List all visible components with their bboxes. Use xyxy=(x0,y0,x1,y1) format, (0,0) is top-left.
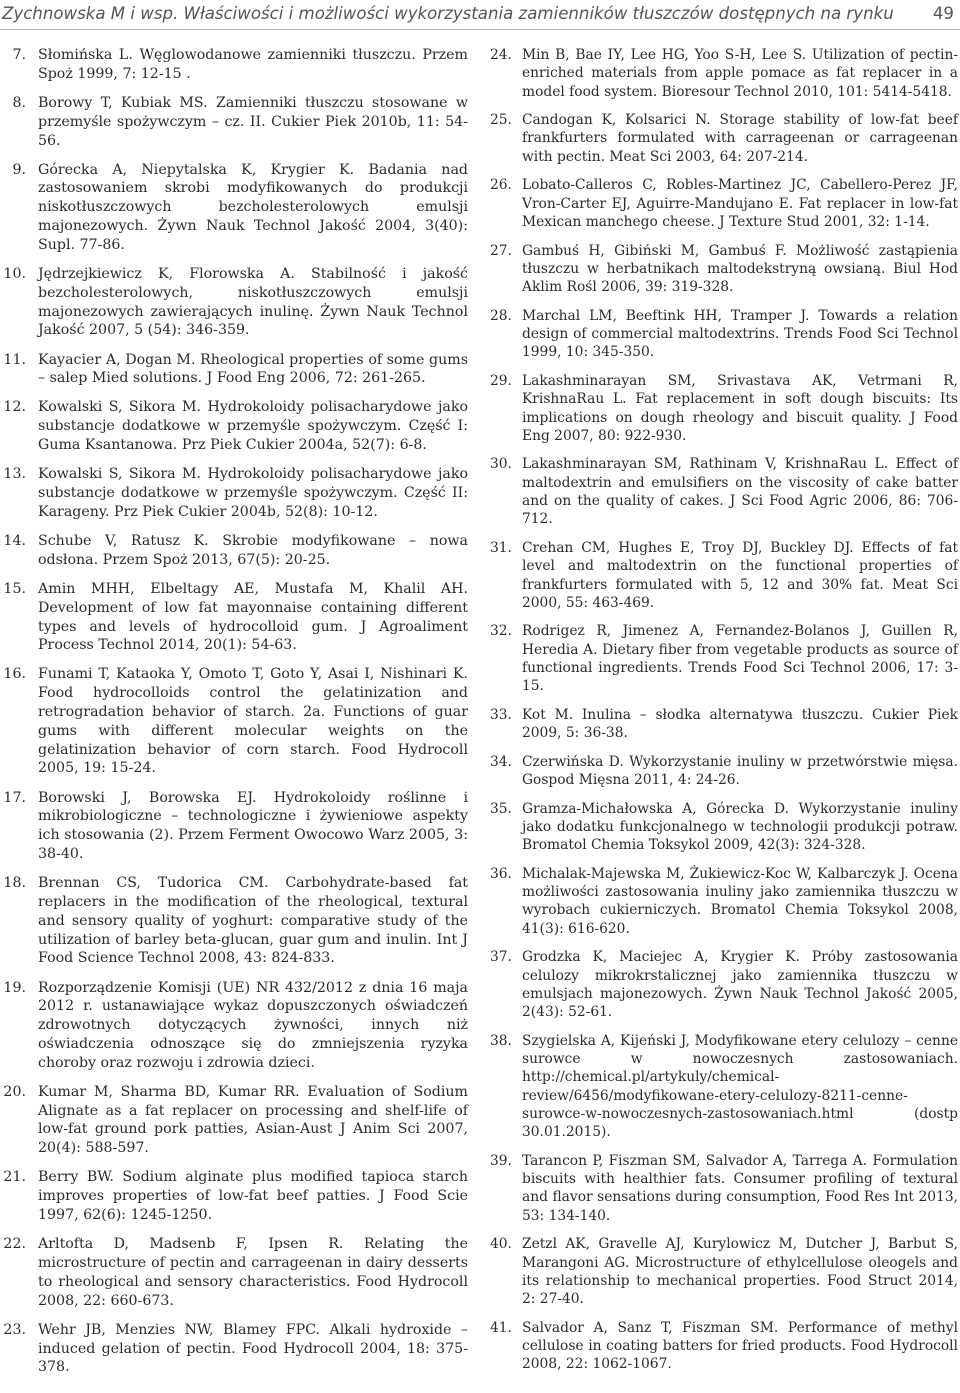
reference-number: 41. xyxy=(490,1319,512,1336)
reference-item xyxy=(490,111,958,166)
page-number: 49 xyxy=(932,4,954,23)
reference-text: Min B, Bae IY, Lee HG, Yoo S-H, Lee S. Utilization of pectin-enriched materials from apple pomace as fat replacer in a model food system. Bioresour Technol 2010, 101: 5414-5418. xyxy=(522,47,958,100)
reference-item xyxy=(3,580,468,655)
reference-item xyxy=(3,1321,468,1377)
reference-item xyxy=(490,1152,958,1225)
reference-text: Candogan K, Kolsarici N. Storage stability of low-fat beef frankfurters formulated with carrageenan or carrageenan with pectin. Meat Sci 2003, 64: 207-214. xyxy=(522,112,958,165)
reference-text: Gramza-Michałowska A, Górecka D. Wykorzystanie inuliny jako dodatku funkcjonalnego w technologii produkcji potraw. Bromatol Chemia Toksykol 2009, 42(3): 324-328. xyxy=(522,800,958,854)
reference-text: Rodrigez R, Jimenez A, Fernandez-Bolanos J, Guillen R, Heredia A. Dietary fiber from vegetable products as source of functional ingredients. Trends Food Sci Technol 2006, 17: 3-15. xyxy=(522,623,958,695)
reference-item xyxy=(3,532,468,570)
reference-item xyxy=(6,94,468,150)
reference-text: Kumar M, Sharma BD, Kumar RR. Evaluation of Sodium Alignate as a fat replacer on processing and shelf-life of low-fat ground pork patties, Asian-Aust J Anim Sci 2007, 20(4): 588-597. xyxy=(38,1083,468,1157)
reference-item xyxy=(490,539,958,612)
reference-item xyxy=(3,265,468,340)
reference-item xyxy=(490,455,958,528)
reference-number: 15. xyxy=(3,580,26,597)
reference-item xyxy=(490,242,958,297)
reference-item xyxy=(3,1083,468,1158)
reference-item xyxy=(3,398,468,454)
reference-item xyxy=(3,1168,468,1224)
header-divider xyxy=(0,29,960,30)
reference-number: 7. xyxy=(12,47,26,63)
reference-text: Salvador A, Sanz T, Fiszman SM. Performance of methyl cellulose in coating batters for fried products. Food Hydrocoll 2008, 22: 1062-1067. xyxy=(522,1319,958,1373)
reference-number: 17. xyxy=(3,789,26,806)
reference-text: Funami T, Kataoka Y, Omoto T, Goto Y, Asai I, Nishinari K. Food hydrocolloids control the gelatinization and retrogradation behavior of starch. 2a. Functions of guar gums with different molecular weights on the gelatinization behavior of corn starch. Food Hydrocoll 2005, 19: 15-24. xyxy=(38,666,468,777)
reference-item xyxy=(3,665,468,778)
references-column-left xyxy=(3,46,468,1387)
reference-number: 28. xyxy=(490,307,512,324)
reference-item xyxy=(490,176,958,231)
reference-item xyxy=(3,874,468,968)
reference-number: 14. xyxy=(3,532,26,549)
reference-number: 30. xyxy=(490,456,512,473)
reference-number: 12. xyxy=(3,399,26,416)
reference-text: Michalak-Majewska M, Żukiewicz-Koc W, Kalbarczyk J. Ocena możliwości zastosowania inuliny jako zamiennika tłuszczu w wyrobach cukierniczych. Bromatol Chemia Toksykol 2008, 41(3): 616-620. xyxy=(522,865,958,937)
reference-text: Lobato-Calleros C, Robles-Martinez JC, Cabellero-Perez JF, Vron-Carter EJ, Aguirre-Mandujano E. Fat replacer in low-fat Mexican manchego cheese. J Texture Stud 2001, 32: 1-14. xyxy=(522,177,958,230)
reference-number: 39. xyxy=(490,1152,512,1169)
reference-text: Berry BW. Sodium alginate plus modified tapioca starch improves properties of low-fat beef patties. J Food Scie 1997, 62(6): 1245-1250. xyxy=(38,1169,468,1224)
reference-item xyxy=(3,789,468,864)
reference-text: Kowalski S, Sikora M. Hydrokoloidy polisacharydowe jako substancje dodatkowe w przemyśle spożywczym. Część II: Karageny. Prz Piek Cukier 2004b, 52(8): 10-12. xyxy=(38,466,468,520)
reference-text: Crehan CM, Hughes E, Troy DJ, Buckley DJ. Effects of fat level and maltodextrin on the functional properties of frankfurters formulated with 5, 12 and 30% fat. Meat Sci 2000, 55: 463-469. xyxy=(522,539,958,611)
reference-number: 18. xyxy=(3,875,26,892)
reference-text: Czerwińska D. Wykorzystanie inuliny w przetwórstwie mięsa. Gospod Mięsna 2011, 4: 24-26. xyxy=(522,753,958,789)
reference-item xyxy=(490,46,958,101)
reference-number: 37. xyxy=(490,949,512,966)
reference-number: 40. xyxy=(490,1236,512,1253)
reference-number: 13. xyxy=(3,466,26,483)
reference-text: Zetzl AK, Gravelle AJ, Kurylowicz M, Dutcher J, Barbut S, Marangoni AG. Microstructure of ethylcellulose oleogels and its relationship to mechanical properties. Food Struct 2014, 2: 27-40. xyxy=(522,1236,958,1308)
reference-number: 33. xyxy=(490,706,512,723)
running-header-title: Zychnowska M i wsp. Właściwości i możliwości wykorzystania zamienników tłuszczów dostępnych na rynku xyxy=(2,4,894,23)
reference-text: Marchal LM, Beeftink HH, Tramper J. Towards a relation design of commercial maltodextrins. Trends Food Sci Technol 1999, 10: 345-350. xyxy=(522,307,958,361)
reference-text: Tarancon P, Fiszman SM, Salvador A, Tarrega A. Formulation biscuits with healthier fats. Consumer profiling of textural and flavor sensations during consumption, Food Res Int 2013, 53: 134-140. xyxy=(522,1152,958,1224)
reference-text: Jędrzejkiewicz K, Florowska A. Stabilność i jakość bezcholesterolowych, niskotłuszczowych emulsji majonezowych zawierających inulinę. Żywn Nauk Technol Jakość 2007, 5 (54): 346-359. xyxy=(38,266,468,339)
reference-text: Górecka A, Niepytalska K, Krygier K. Badania nad zastosowaniem skrobi modyfikowanych do produkcji niskotłuszczowych bezcholesterolowych emulsji majonezowych. Żywn Nauk Technol Jakość 2004, 3(40): Supl. 77-86. xyxy=(38,161,468,253)
reference-text: Kot M. Inulina – słodka alternatywa tłuszczu. Cukier Piek 2009, 5: 36-38. xyxy=(522,706,958,742)
reference-item xyxy=(3,979,468,1073)
reference-number: 29. xyxy=(490,372,512,389)
reference-text: Kowalski S, Sikora M. Hydrokoloidy polisacharydowe jako substancje dodatkowe w przemyśle spożywczym. Część I: Guma Ksantanowa. Prz Piek Cukier 2004a, 52(7): 6-8. xyxy=(38,399,468,454)
reference-text: Brennan CS, Tudorica CM. Carbohydrate-based fat replacers in the modification of the rheological, textural and sensory quality of yoghurt: comparative study of the utilization of barley beta-glucan, guar gum and inulin. Int J Food Science Technol 2008, 43: 824-833. xyxy=(38,875,468,967)
reference-number: 31. xyxy=(490,539,512,556)
reference-text: Słomińska L. Węglowodanowe zamienniki tłuszczu. Przem Spoż 1999, 7: 12-15 . xyxy=(38,47,468,82)
reference-item xyxy=(6,46,468,84)
reference-text: Borowy T, Kubiak MS. Zamienniki tłuszczu stosowane w przemyśle spożywczym – cz. II. Cukier Piek 2010b, 11: 54-56. xyxy=(38,94,468,149)
reference-number: 23. xyxy=(3,1321,26,1338)
reference-text: Amin MHH, Elbeltagy AE, Mustafa M, Khalil AH. Development of low fat mayonnaise containing different types and levels of hydrocolloid gum. J Agroaliment Process Technol 2014, 20(1): 54-63. xyxy=(38,580,468,654)
reference-item xyxy=(3,351,468,389)
reference-item xyxy=(490,753,958,790)
references-column-right xyxy=(490,46,958,1384)
reference-text: Lakashminarayan SM, Srivastava AK, Vetrmani R, KrishnaRau L. Fat replacement in soft dough biscuits: Its implications on dough rheology and biscuit quality. J Food Eng 2007, 80: 922-930. xyxy=(522,372,958,444)
reference-number: 22. xyxy=(3,1236,26,1253)
reference-item xyxy=(490,706,958,743)
reference-number: 35. xyxy=(490,800,512,817)
reference-number: 10. xyxy=(3,266,26,283)
reference-number: 21. xyxy=(3,1169,26,1186)
reference-number: 16. xyxy=(3,666,26,683)
reference-item xyxy=(490,1032,958,1142)
reference-number: 19. xyxy=(3,979,26,996)
reference-item xyxy=(490,307,958,362)
reference-item xyxy=(490,1319,958,1374)
reference-number: 34. xyxy=(490,753,512,770)
reference-item xyxy=(490,1235,958,1308)
reference-item xyxy=(490,622,958,695)
reference-number: 24. xyxy=(490,47,512,63)
reference-item xyxy=(490,372,958,445)
running-header xyxy=(0,0,960,30)
reference-text: Szygielska A, Kijeński J, Modyfikowane etery celulozy – cenne surowce w nowoczesnych zastosowaniach. http://chemical.pl/artykuly/chemical-review/6456/modyfikowane-etery-celulozy-8211-cenne-surowce-w-nowoczesnych-zastosowaniach.html (dostp 30.01.2015). xyxy=(522,1032,958,1141)
reference-item xyxy=(490,800,958,855)
reference-number: 38. xyxy=(490,1032,512,1049)
reference-number: 9. xyxy=(12,161,26,178)
reference-text: Rozporządzenie Komisji (UE) NR 432/2012 z dnia 16 maja 2012 r. ustanawiające wykaz dopuszczonych oświadczeń zdrowotnych dotyczących żywności, innych niż oświadczenia odnoszące się do zmniejszenia ryzyka choroby oraz rozwoju i zdrowia dzieci. xyxy=(38,979,468,1071)
reference-text: Lakashminarayan SM, Rathinam V, KrishnaRau L. Effect of maltodextrin and emulsifiers on the viscosity of cake batter and on the quality of cakes. J Sci Food Agric 2006, 86: 706-712. xyxy=(522,456,958,528)
reference-text: Wehr JB, Menzies NW, Blamey FPC. Alkali hydroxide – induced gelation of pectin. Food Hydrocoll 2004, 18: 375-378. xyxy=(38,1321,468,1376)
reference-text: Schube V, Ratusz K. Skrobie modyfikowane – nowa odsłona. Przem Spoż 2013, 67(5): 20-25. xyxy=(38,532,468,568)
reference-text: Borowski J, Borowska EJ. Hydrokoloidy roślinne i mikrobiologiczne – technologiczne i żywieniowe aspekty ich stosowania (2). Przem Ferment Owocowo Warz 2005, 3: 38-40. xyxy=(38,789,468,863)
reference-text: Gambuś H, Gibiński M, Gambuś F. Możliwość zastąpienia tłuszczu w herbatnikach maltodekstryną owsianą. Biul Hod Aklim Rośl 2006, 39: 319-328. xyxy=(522,242,958,296)
reference-number: 36. xyxy=(490,865,512,882)
reference-item xyxy=(6,161,468,255)
reference-item xyxy=(490,865,958,938)
reference-text: Arltofta D, Madsenb F, Ipsen R. Relating the microstructure of pectin and carrageenan in dairy desserts to rheological and sensory characteristics. Food Hydrocoll 2008, 22: 660-673. xyxy=(38,1236,468,1309)
reference-number: 11. xyxy=(3,351,26,368)
reference-number: 8. xyxy=(12,94,26,111)
reference-item xyxy=(490,948,958,1021)
reference-number: 27. xyxy=(490,242,512,259)
reference-item xyxy=(3,1235,468,1310)
reference-text: Kayacier A, Dogan M. Rheological properties of some gums – salep Mied solutions. J Food Eng 2006, 72: 261-265. xyxy=(38,351,468,387)
reference-number: 32. xyxy=(490,623,512,640)
reference-item xyxy=(3,465,468,521)
reference-text: Grodzka K, Maciejec A, Krygier K. Próby zastosowania celulozy mikrokrstalicznej jako zamiennika tłuszczu w emulsjach majonezowych. Żywn Nauk Technol Jakość 2005, 2(43): 52-61. xyxy=(522,949,958,1021)
reference-number: 20. xyxy=(3,1083,26,1100)
reference-number: 26. xyxy=(490,177,512,194)
reference-number: 25. xyxy=(490,112,512,129)
